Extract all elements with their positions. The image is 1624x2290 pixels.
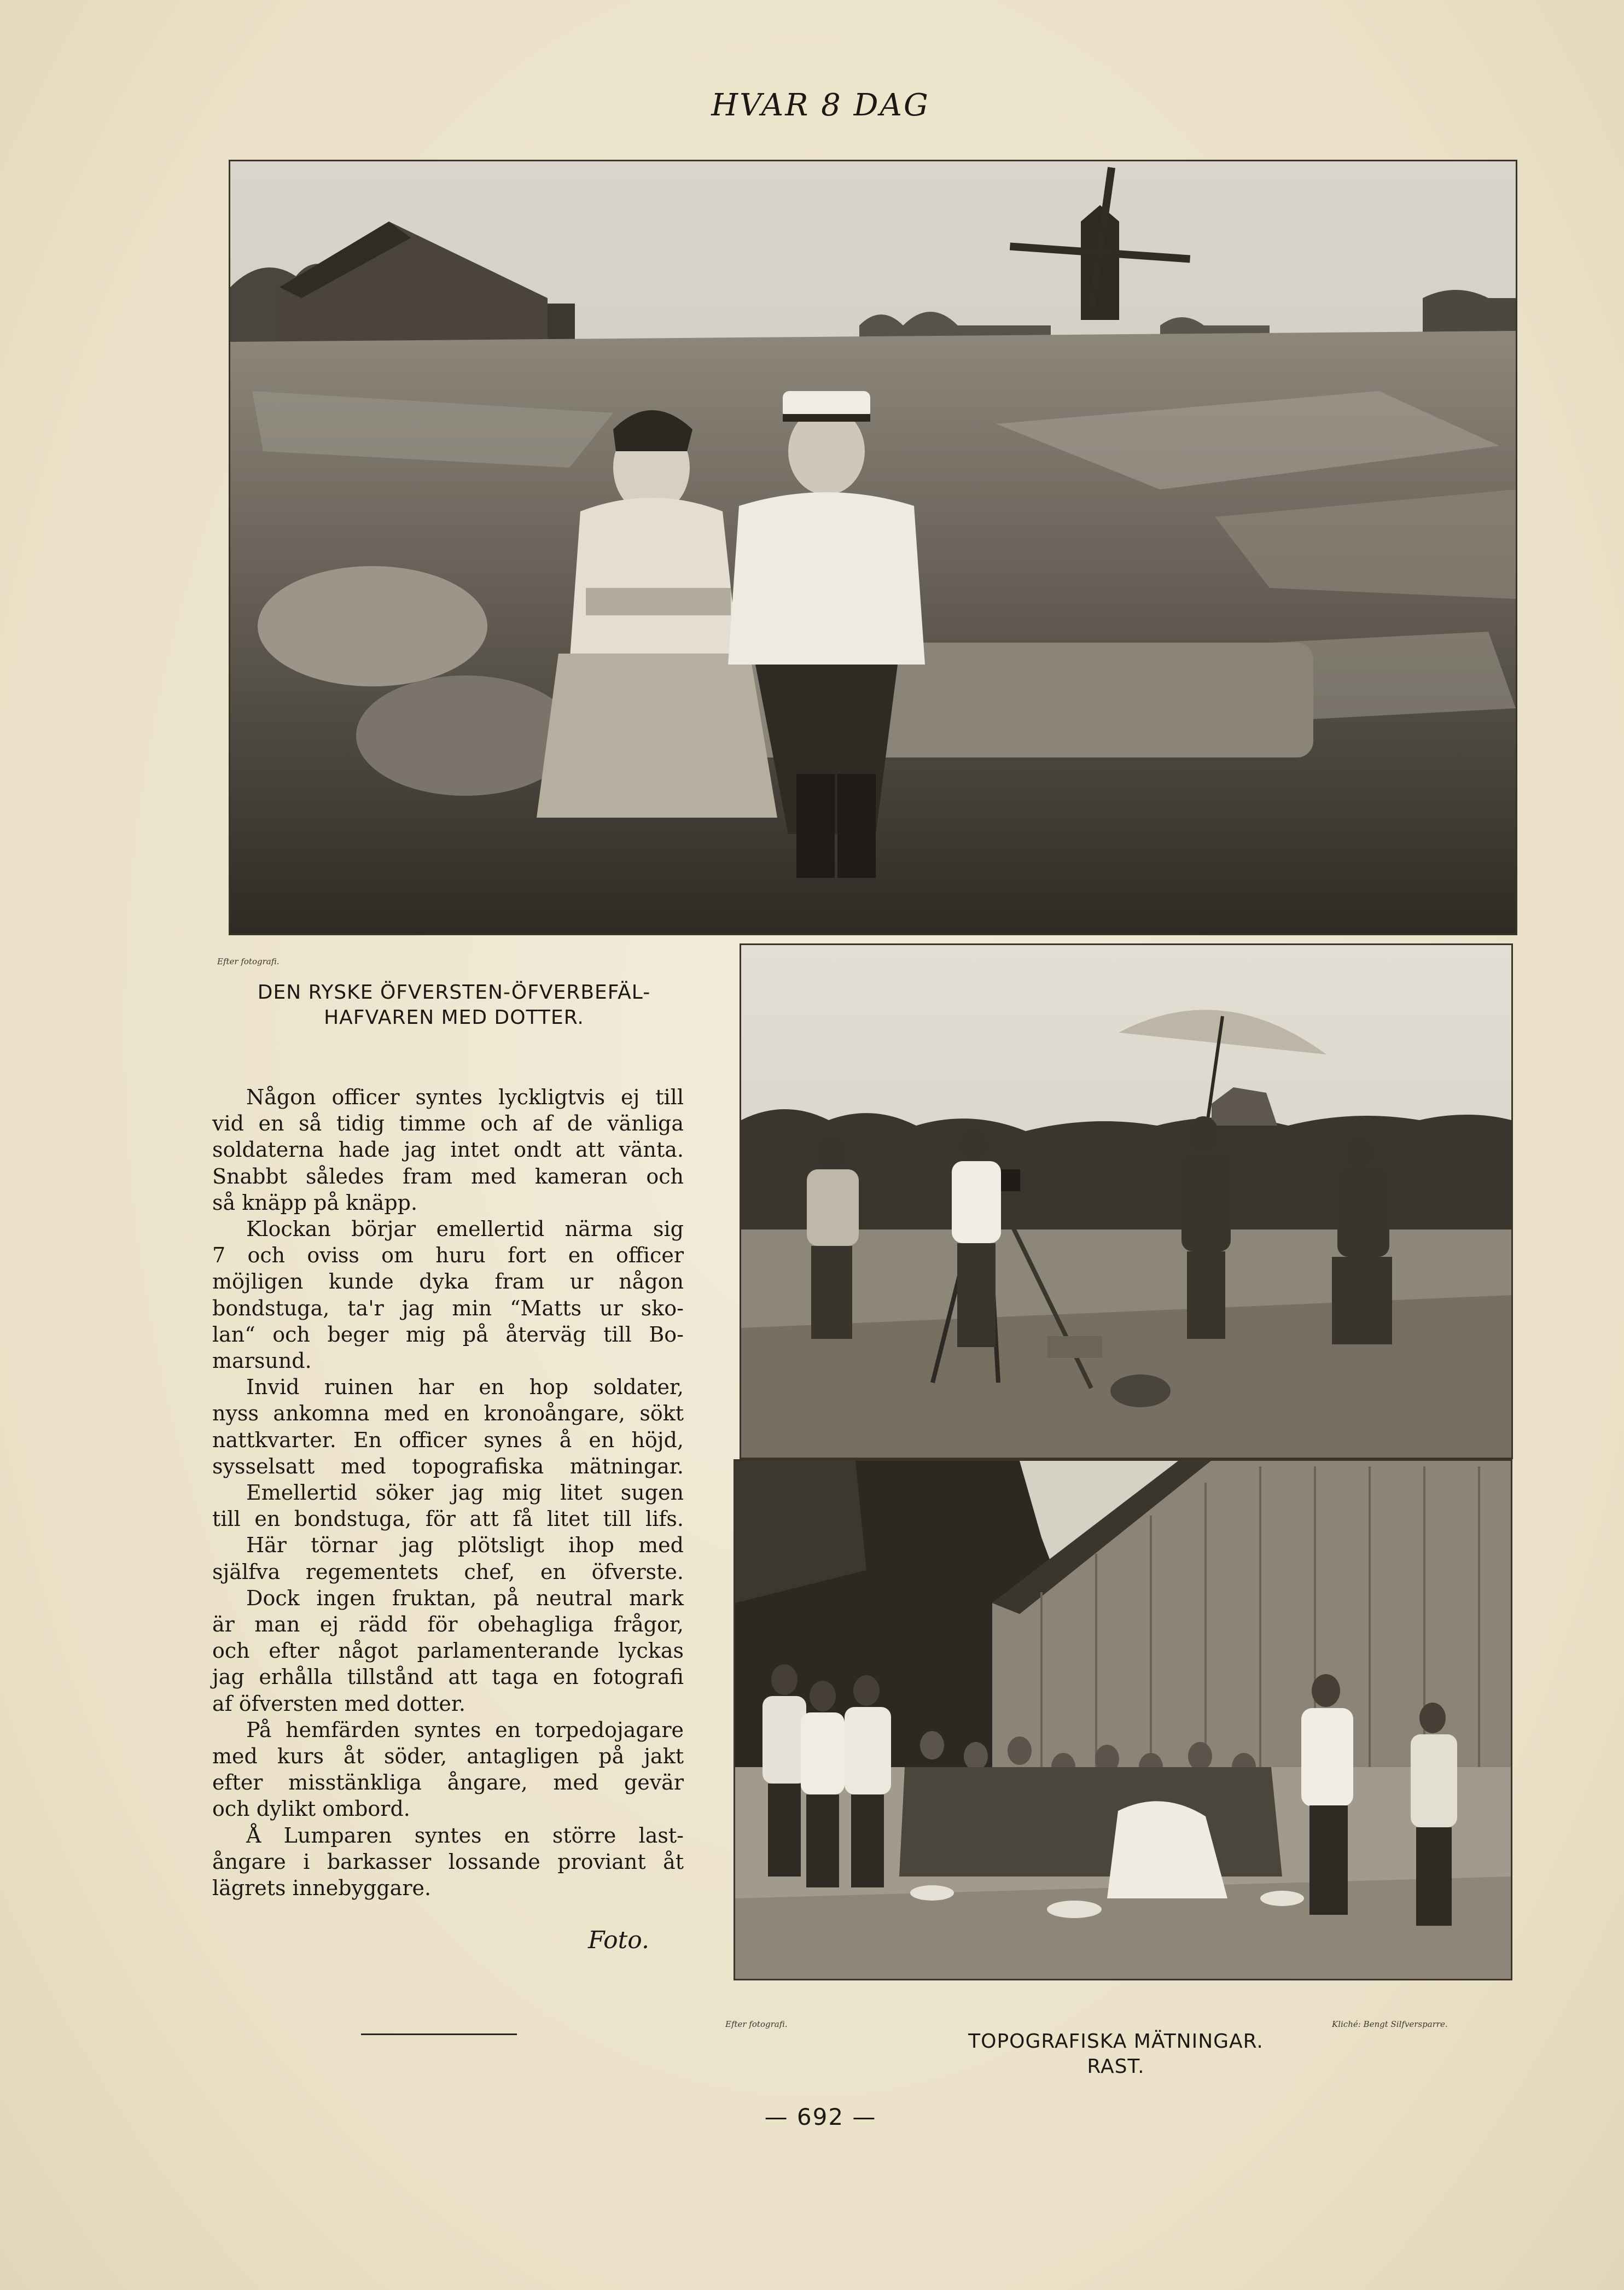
article-line: Här törnar jag plötsligt ihop med <box>246 1533 684 1558</box>
photo-soldiers-resting <box>734 1459 1512 1980</box>
photo-credit-bottom-left: Efter fotografi. <box>725 2019 788 2029</box>
photo-topographic-survey <box>740 943 1513 1459</box>
article-line: själfva regementets chef, en öfverste. <box>212 1559 684 1584</box>
article-line: så knäpp på knäpp. <box>212 1190 418 1215</box>
article-line: med kurs åt söder, antagligen på jakt <box>212 1744 684 1769</box>
article-body <box>212 1084 684 1901</box>
photo-officer-with-daughter <box>229 160 1517 935</box>
page-number: — 692 — <box>764 2103 877 2130</box>
article-line: Å Lumparen syntes en större last- <box>246 1823 684 1848</box>
end-rule <box>361 2033 517 2035</box>
article-line: Emellertid söker jag mig litet sugen <box>246 1481 684 1505</box>
article-line: nyss ankomna med en kronoångare, sökt <box>212 1401 684 1426</box>
running-head: HVAR 8 DAG <box>711 88 930 123</box>
caption-line: TOPOGRAFISKA MÄTNINGAR. <box>968 2030 1264 2053</box>
article-line: lan“ och beger mig på återväg till Bo- <box>212 1322 684 1347</box>
article-line: efter misstänkliga ångare, med gevär <box>212 1770 684 1795</box>
article-line: På hemfärden syntes en torpedojagare <box>246 1717 684 1742</box>
photo-officer-illustration <box>230 161 1516 934</box>
article-line: möjligen kunde dyka fram ur någon <box>212 1269 684 1294</box>
article-line: ångare i barkasser lossande proviant åt <box>212 1849 684 1874</box>
article-line: och efter något parlamenterande lyckas <box>212 1639 684 1663</box>
article-line: sysselsatt med topografiska mätningar. <box>212 1454 684 1478</box>
article-line: lägrets innebyggare. <box>212 1876 432 1901</box>
photo-rest-illustration <box>735 1461 1511 1979</box>
article-line: till en bondstuga, för att få litet till lifs. <box>212 1507 684 1531</box>
article-line: af öfversten med dotter. <box>212 1691 465 1716</box>
article-line: Invid ruinen har en hop soldater, <box>246 1375 684 1400</box>
photo-credit-bottom-right: Kliché: Bengt Silfversparre. <box>1332 2019 1448 2029</box>
article-line: är man ej rädd för obehagliga frågor, <box>212 1612 684 1637</box>
article-signature: Foto. <box>588 1926 649 1954</box>
photo-survey-illustration <box>741 945 1511 1458</box>
article-line: soldaterna hade jag intet ondt att vänta. <box>212 1138 684 1162</box>
article-line: och dylikt ombord. <box>212 1797 410 1821</box>
caption-line: RAST. <box>1087 2055 1145 2078</box>
caption-officer-with-daughter <box>208 980 700 1030</box>
article-line: bondstuga, ta'r jag min “Matts ur sko- <box>212 1296 684 1320</box>
article-line: 7 och oviss om huru fort en officer <box>212 1243 684 1268</box>
photo-credit-top: Efter fotografi. <box>217 957 280 966</box>
caption-survey-and-rest <box>897 2029 1335 2079</box>
article-line: marsund. <box>212 1349 312 1373</box>
article-line: Någon officer syntes lyckligtvis ej till <box>246 1085 684 1109</box>
article-line: vid en så tidig timme och af de vänliga <box>212 1111 684 1136</box>
caption-line: HAFVAREN MED DOTTER. <box>324 1006 584 1029</box>
caption-line: DEN RYSKE ÖFVERSTEN-ÖFVERBEFÄL- <box>257 981 651 1004</box>
article-line: Snabbt således fram med kameran och <box>212 1164 684 1188</box>
article-line: jag erhålla tillstånd att taga en fotografi <box>212 1665 684 1689</box>
article-line: nattkvarter. En officer synes å en höjd, <box>212 1427 684 1452</box>
article-line: Klockan börjar emellertid närma sig <box>246 1217 684 1242</box>
article-line: Dock ingen fruktan, på neutral mark <box>246 1586 684 1610</box>
